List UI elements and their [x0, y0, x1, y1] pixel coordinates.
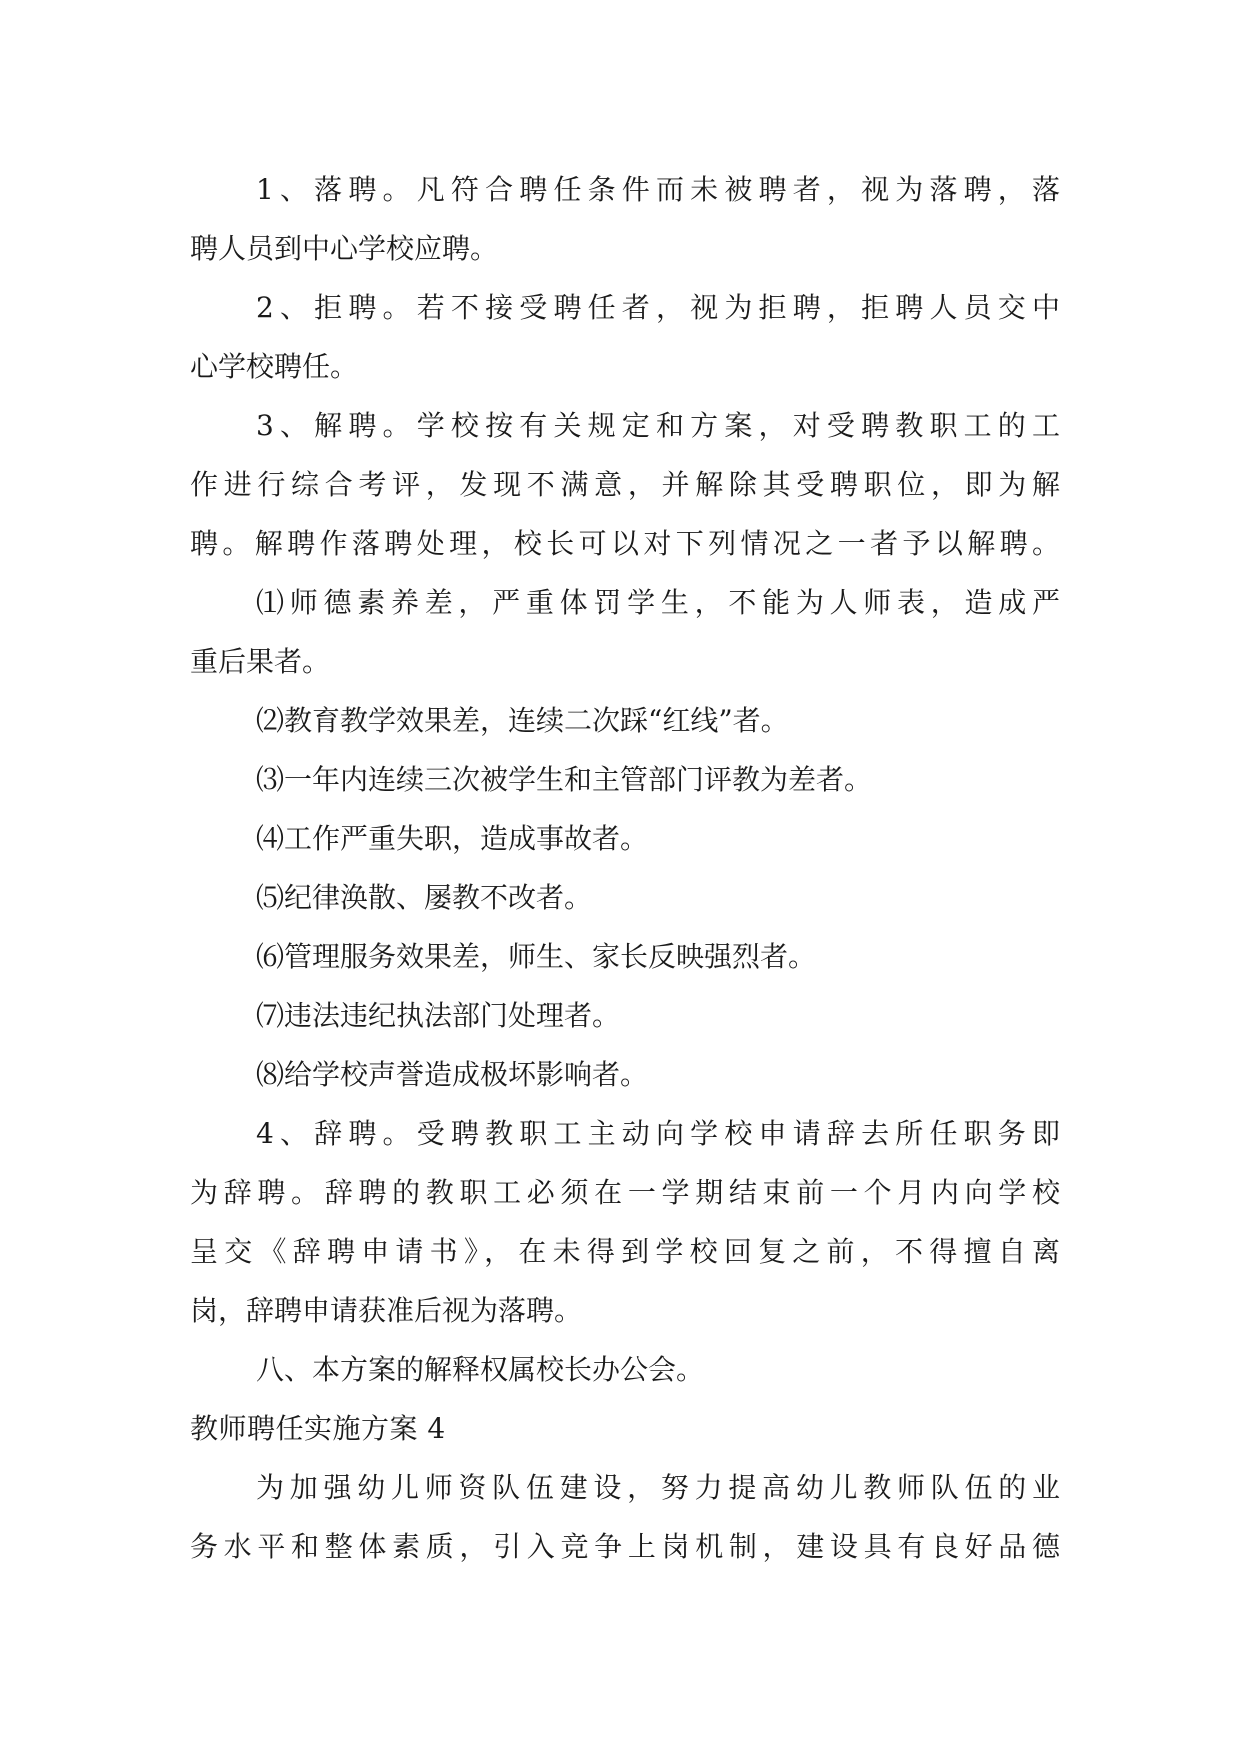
list-item-line: ⑹管理服务效果差，师生、家长反映强烈者。 — [256, 940, 817, 973]
paragraph-line: 作进行综合考评，发现不满意，并解除其受聘职位，即为解 — [190, 468, 1060, 501]
paragraph-line: 聘。解聘作落聘处理，校长可以对下列情况之一者予以解聘。 — [190, 527, 1060, 560]
paragraph-line: 岗，辞聘申请获准后视为落聘。 — [190, 1294, 583, 1327]
paragraph-line: 心学校聘任。 — [190, 350, 359, 383]
paragraph-line: 4、辞聘。受聘教职工主动向学校申请辞去所任职务即 — [256, 1117, 1060, 1150]
paragraph-line: 务水平和整体素质，引入竞争上岗机制，建设具有良好品德 — [190, 1530, 1060, 1563]
list-item-line: ⑵教育教学效果差，连续二次踩“红线”者。 — [256, 704, 789, 737]
list-item-line: ⑶一年内连续三次被学生和主管部门评教为差者。 — [256, 763, 873, 796]
paragraph-line: 聘人员到中心学校应聘。 — [190, 232, 499, 265]
list-item-line: ⑷工作严重失职，造成事故者。 — [256, 822, 649, 855]
list-item-line: ⑸纪律涣散、屡教不改者。 — [256, 881, 593, 914]
paragraph-line: 2、拒聘。若不接受聘任者，视为拒聘，拒聘人员交中 — [256, 291, 1060, 324]
paragraph-line: 呈交《辞聘申请书》，在未得到学校回复之前，不得擅自离 — [190, 1235, 1060, 1268]
list-item-line: ⑴师德素养差，严重体罚学生，不能为人师表，造成严 — [256, 586, 1060, 619]
paragraph-line: 3、解聘。学校按有关规定和方案，对受聘教职工的工 — [256, 409, 1060, 442]
list-item-line: ⑺违法违纪执法部门处理者。 — [256, 999, 621, 1032]
list-item-line: 重后果者。 — [190, 645, 331, 678]
paragraph-line: 为辞聘。辞聘的教职工必须在一学期结束前一个月内向学校 — [190, 1176, 1060, 1209]
paragraph-line: 八、本方案的解释权属校长办公会。 — [256, 1353, 705, 1386]
paragraph-line: 1、落聘。凡符合聘任条件而未被聘者，视为落聘，落 — [256, 173, 1060, 206]
document-body — [190, 160, 1060, 1576]
section-heading: 教师聘任实施方案 4 — [190, 1412, 446, 1445]
list-item-line: ⑻给学校声誉造成极坏影响者。 — [256, 1058, 649, 1091]
paragraph-line: 为加强幼儿师资队伍建设，努力提高幼儿教师队伍的业 — [256, 1471, 1060, 1504]
